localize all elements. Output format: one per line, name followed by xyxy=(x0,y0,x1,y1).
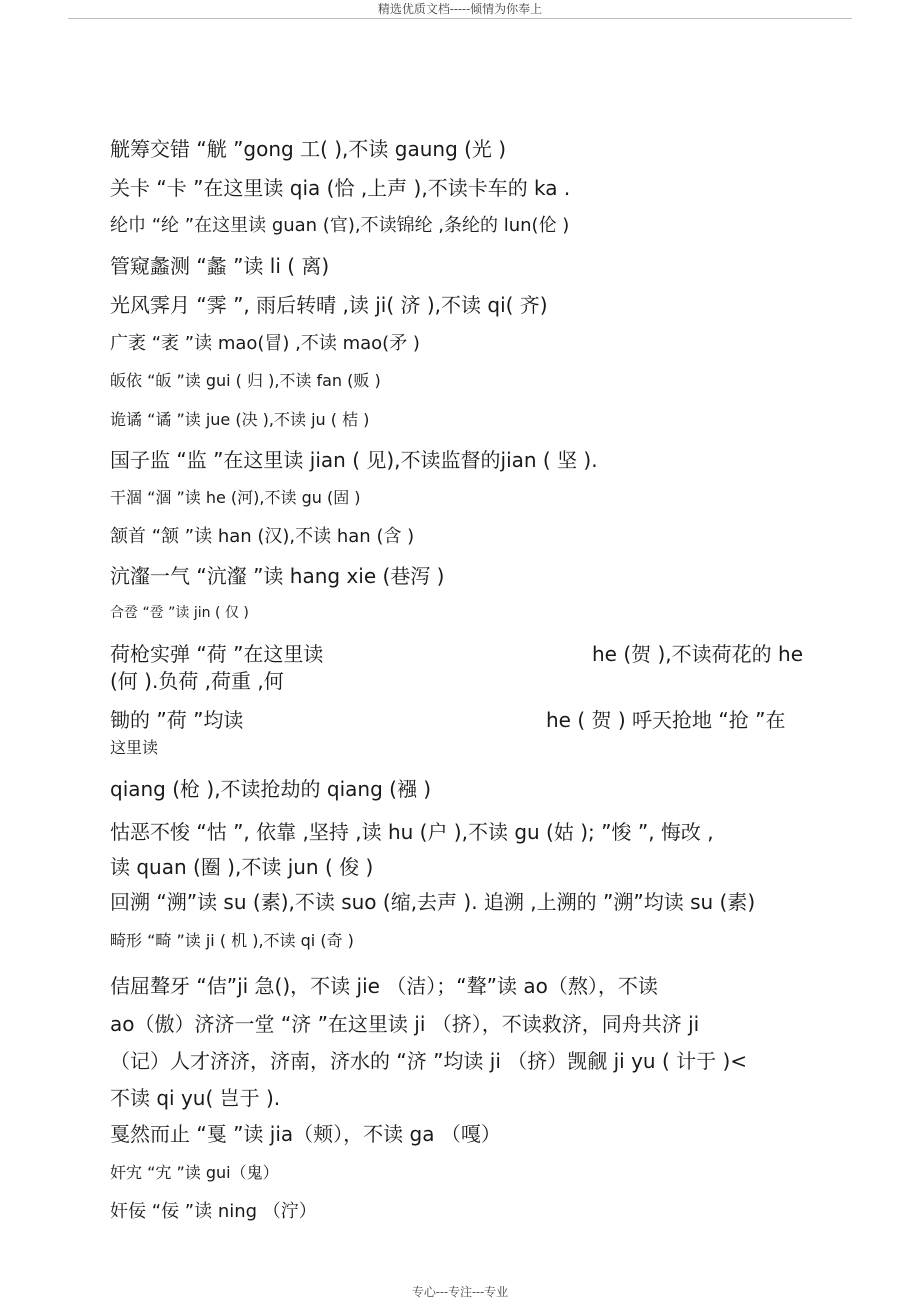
text-line: 皈依 “皈 ”读 gui ( 归 ),不读 fan (贩 ) xyxy=(110,371,381,390)
text-line: he (贺 ),不读荷花的 he xyxy=(592,642,803,666)
text-line: ao（傲）济济一堂 “济 ”在这里读 ji （挤），不读救济，同舟共济 ji xyxy=(110,1012,700,1036)
text-line: he ( 贺 ) 呼天抢地 “抢 ”在 xyxy=(546,708,786,732)
page-footer: 专心---专注---专业 xyxy=(411,1285,509,1299)
text-line: (何 ).负荷 ,荷重 ,何 xyxy=(110,669,284,693)
text-line: 纶巾 “纶 ”在这里读 guan (官),不读锦纶 ,条纶的 lun(伦 ) xyxy=(110,215,570,236)
text-line: qiang (枪 ),不读抢劫的 qiang (襁 ) xyxy=(110,777,432,801)
text-line: 怙恶不悛 “怙 ”, 依靠 ,坚持 ,读 hu (户 ),不读 gu (姑 ); ”悛 ”, 悔改 , xyxy=(110,820,714,844)
text-line: 诡谲 “谲 ”读 jue (决 ),不读 ju ( 桔 ) xyxy=(110,410,370,429)
text-line: 戛然而止 “戛 ”读 jia（颊），不读 ga （嘎） xyxy=(110,1122,501,1146)
text-line: 关卡 “卡 ”在这里读 qia (恰 ,上声 ),不读卡车的 ka . xyxy=(110,176,571,200)
text-line: 读 quan (圈 ),不读 jun ( 俊 ) xyxy=(110,855,374,879)
text-line: 不读 qi yu( 岂于 ). xyxy=(110,1086,281,1110)
text-line: 光风霁月 “霁 ”, 雨后转晴 ,读 ji( 济 ),不读 qi( 齐) xyxy=(110,293,548,317)
text-line: 觥筹交错 “觥 ”gong 工( ),不读 gaung (光 ) xyxy=(110,137,507,161)
header-rule xyxy=(68,18,852,19)
text-line: 颔首 “颔 ”读 han (汉),不读 han (含 ) xyxy=(110,526,415,547)
text-line: （记）人才济济，济南，济水的 “济 ”均读 ji （挤）觊觎 ji yu ( 计于 )< xyxy=(110,1049,748,1073)
text-line: 奸宄 “宄 ”读 gui（鬼） xyxy=(110,1163,279,1182)
text-line: 这里读 xyxy=(110,738,159,757)
text-line: 干涸 “涸 ”读 he (河),不读 gu (固 ) xyxy=(110,488,361,507)
text-line: 佶屈聱牙 “佶”ji 急()，不读 jie （洁）；“聱”读 ao（熬），不读 xyxy=(110,974,658,998)
text-line: 奸佞 “佞 ”读 ning （泞） xyxy=(110,1201,317,1222)
text-line: 锄的 ”荷 ”均读 xyxy=(110,708,244,732)
text-line: 管窥蠡测 “蠡 ”读 li ( 离) xyxy=(110,254,330,278)
text-line: 畸形 “畸 ”读 ji ( 机 ),不读 qi (奇 ) xyxy=(110,931,354,950)
text-line: 国子监 “监 ”在这里读 jian ( 见),不读监督的jian ( 坚 ). xyxy=(110,448,598,472)
text-line: 荷枪实弹 “荷 ”在这里读 xyxy=(110,642,324,666)
text-line: 回溯 “溯”读 su (素),不读 suo (缩,去声 ). 追溯 ,上溯的 ”溯”均读 su (素) xyxy=(110,890,756,914)
text-line: 沆瀣一气 “沆瀣 ”读 hang xie (巷泻 ) xyxy=(110,564,445,588)
text-line: 合卺 “卺 ”读 jin ( 仅 ) xyxy=(110,605,249,621)
text-line: 广袤 “袤 ”读 mao(冒) ,不读 mao(矛 ) xyxy=(110,333,420,354)
page-header: 精选优质文档-----倾情为你奉上 xyxy=(377,2,543,16)
